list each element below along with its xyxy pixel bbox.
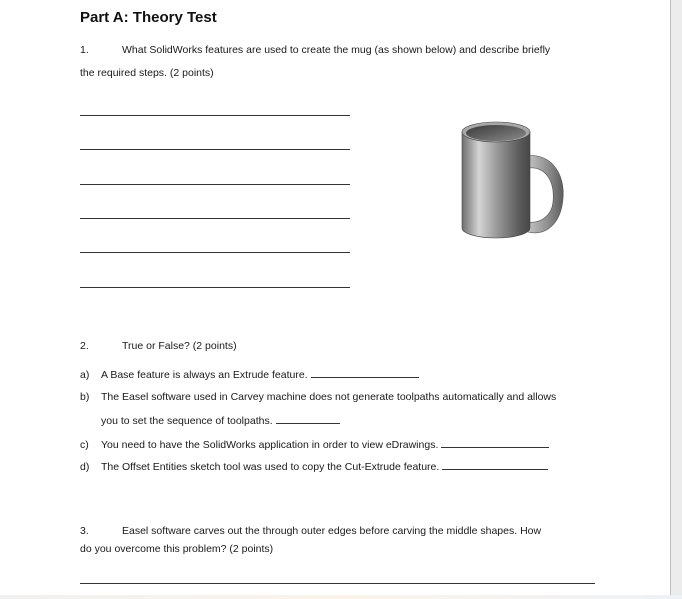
q1-answer-line-5[interactable] [80, 252, 350, 253]
q1-answer-line-2[interactable] [80, 149, 350, 150]
q1-text-line1: What SolidWorks features are used to create the mug (as shown below) and describe briefly [122, 44, 551, 56]
q2-item-d-letter: d) [80, 461, 90, 473]
bottom-strip [0, 595, 682, 599]
q2-item-a-text: A Base feature is always an Extrude feature. [101, 369, 308, 381]
page-title: Part A: Theory Test [80, 9, 217, 26]
q3-text-line1: Easel software carves out the through outer edges before carving the middle shapes. How [122, 525, 542, 537]
q3-number: 3. [80, 525, 89, 537]
q1-text-line2: the required steps. (2 points) [80, 67, 214, 79]
q1-answer-line-6[interactable] [80, 287, 350, 288]
q2-item-b-letter: b) [80, 391, 90, 403]
q2-prompt: True or False? (2 points) [122, 340, 237, 352]
q2-item-b-blank[interactable] [276, 423, 340, 424]
q2-number: 2. [80, 340, 89, 352]
q2-item-d-text: The Offset Entities sketch tool was used to copy the Cut-Extrude feature. [101, 461, 440, 473]
q2-item-a-blank[interactable] [311, 377, 419, 378]
q3-answer-line[interactable] [80, 583, 595, 584]
q1-answer-line-3[interactable] [80, 184, 350, 185]
q2-item-c-text: You need to have the SolidWorks application in order to view eDrawings. [101, 439, 439, 451]
q2-item-d-blank[interactable] [442, 469, 548, 470]
q2-item-c-letter: c) [80, 439, 89, 451]
page-edge [670, 0, 682, 599]
q2-item-d [101, 461, 548, 473]
q3-text-line2: do you overcome this problem? (2 points) [80, 543, 274, 555]
mug-image [452, 118, 584, 250]
q2-item-b [101, 415, 340, 427]
q2-item-c [101, 439, 549, 451]
q1-number: 1. [80, 44, 89, 56]
q2-item-a [101, 369, 419, 381]
q2-item-a-letter: a) [80, 369, 90, 381]
q1-answer-line-1[interactable] [80, 115, 350, 116]
q1-answer-line-4[interactable] [80, 218, 350, 219]
q2-item-b-text2: you to set the sequence of toolpaths. [101, 415, 273, 427]
q2-item-c-blank[interactable] [441, 447, 549, 448]
q2-item-b-text: The Easel software used in Carvey machine does not generate toolpaths automatically and allows [101, 391, 557, 403]
